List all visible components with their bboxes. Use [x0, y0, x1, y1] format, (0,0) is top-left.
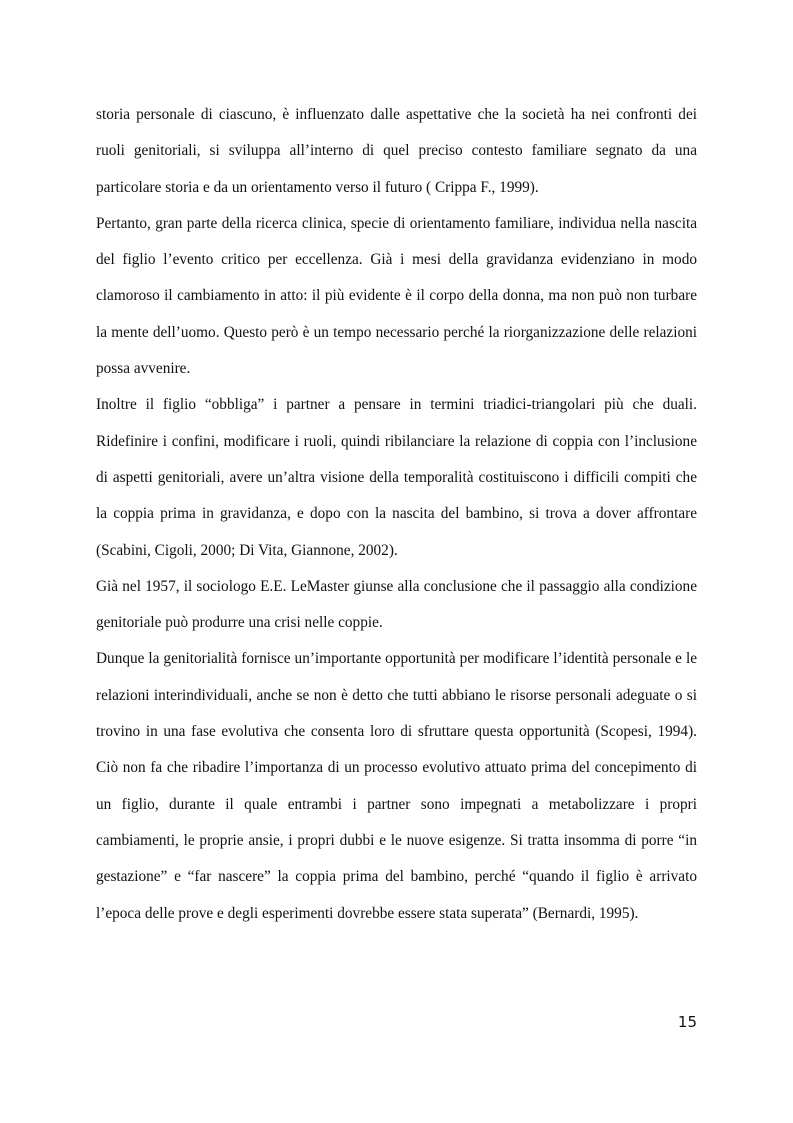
paragraph-lemaster: Già nel 1957, il sociologo E.E. LeMaster giunse alla conclusione che il passaggio alla condizione genitoriale può produrre una crisi nelle coppie.	[96, 577, 697, 632]
paragraph-birth-critical-event: Pertanto, gran parte della ricerca clinica, specie di orientamento familiare, individua nella nascita del figlio l’evento critico per eccellenza. Già i mesi della gravidanza evidenziano in modo clamoroso il cambiamento in atto: il più evidente è il corpo della donna, ma non può non turbare la mente dell’uomo. Questo però è un tempo necessario perché la riorganizzazione delle relazioni possa avvenire.	[96, 214, 697, 378]
page-body	[96, 97, 697, 932]
paragraph-triadic-thinking: Inoltre il figlio “obbliga” i partner a pensare in termini triadici-triangolari più che duali. Ridefinire i confini, modificare i ruoli, quindi ribilanciare la relazione di coppia con l’inclusione di aspetti genitoriali, avere un’altra visione della temporalità costituiscono i difficili compiti che la coppia prima in gravidanza, e dopo con la nascita del bambino, si trova a dover affrontare (Scabini, Cigoli, 2000; Di Vita, Giannone, 2002).	[96, 396, 697, 559]
paragraph-parenthood-opportunity: Dunque la genitorialità fornisce un’importante opportunità per modificare l’identità personale e le relazioni interindividuali, anche se non è detto che tutti abbiano le risorse personali adeguate o si trovino in una fase evolutiva che consenta loro di sfruttare questa opportunità (Scopesi, 1994). Ciò non fa che ribadire l’importanza di un processo evolutivo attuato prima del concepimento di un figlio, durante il quale entrambi i partner sono impegnati a metabolizzare i propri cambiamenti, le proprie ansie, i propri dubbi e le nuove esigenze. Si tratta insomma di porre “in gestazione” e “far nascere” la coppia prima del bambino, perché “quando il figlio è arrivato l’epoca delle prove e degli esperimenti dovrebbe essere stata superata” (Bernardi, 1995).	[96, 650, 697, 922]
paragraph-continuation: storia personale di ciascuno, è influenzato dalle aspettative che la società ha nei confronti dei ruoli genitoriali, si sviluppa all’interno di quel preciso contesto familiare segnato da una particolare storia e da un orientamento verso il futuro ( Crippa F., 1999).	[96, 106, 697, 196]
page-number: 15	[677, 1013, 697, 1031]
